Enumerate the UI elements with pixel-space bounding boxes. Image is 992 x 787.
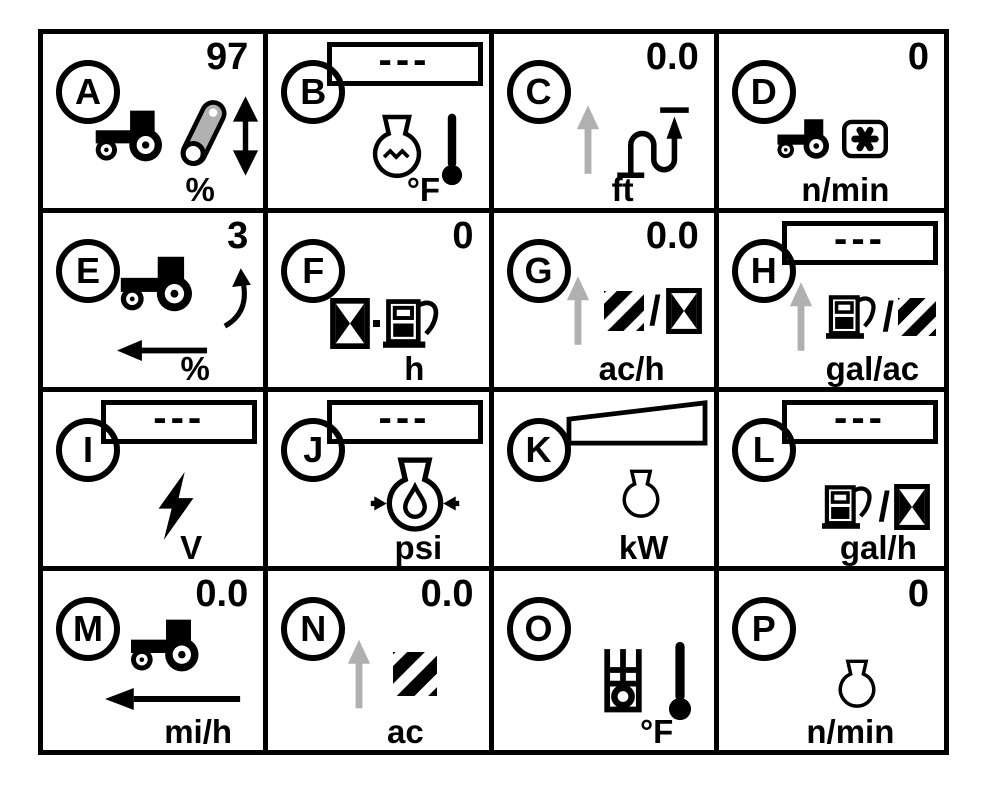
cell-fuel-per-area [719,213,944,392]
letter-badge [56,239,120,303]
display-dashes: --- [834,396,886,440]
value-readout: 0 [907,36,929,78]
unit-label: % [180,349,210,387]
fuel-pump-icon [826,295,878,339]
value-readout: 97 [205,36,249,78]
hourglass-icon [330,298,370,349]
cell-fuel-per-hour [719,392,944,571]
hourglass-icon [894,484,930,530]
value-readout: 0.0 [420,573,474,615]
letter-label: O [524,608,553,649]
engine-icon [612,469,670,522]
unit-label: kW [618,528,669,566]
letter-label: C [525,71,552,112]
display-box [327,38,483,86]
cell-engine-power [494,392,719,571]
unit-label: gal/h [839,528,917,566]
unit-label: ac [387,712,424,750]
thermometer-icon [668,640,692,721]
unit-label: gal/ac [825,349,920,387]
slash-separator: / [882,292,894,340]
tractor-icon [129,618,213,673]
value-readout: 0.0 [645,215,699,257]
cell-hitch-position [43,34,268,213]
tractor-icon [119,255,207,313]
hatched-area-icon [898,298,936,336]
unit-label: h [404,349,425,387]
unit-label: mi/h [164,712,233,750]
oil-pressure-icon [369,453,461,538]
cell-ground-speed [43,571,268,750]
letter-badge [507,239,571,303]
value-readout: 0.0 [645,36,699,78]
left-arrow-icon [105,686,243,712]
display-box [101,396,257,444]
engine-icon [828,659,886,712]
unit-label: psi [394,528,443,566]
letter-label: B [300,71,327,112]
cell-pto-speed [719,34,944,213]
value-readout: 0.0 [195,573,249,615]
value-readout: 0 [452,215,474,257]
cell-area-per-hour [494,213,719,392]
hatched-area-icon [393,652,437,696]
cell-fuel-hours [268,213,493,392]
cell-oil-pressure [268,392,493,571]
cell-wheel-slip [43,213,268,392]
display-dashes: --- [378,396,431,440]
pto-icon [842,118,888,160]
display-dashes: --- [378,38,431,82]
hitch-arm-icon [179,97,229,175]
letter-label: I [82,429,93,470]
letter-label: E [75,250,100,291]
display-box [782,396,938,444]
letter-label: L [752,429,775,470]
unit-label: % [185,170,215,208]
unit-label: ac/h [598,349,665,387]
cell-distance [494,34,719,213]
letter-badge [732,597,796,661]
tractor-icon [94,109,176,163]
letter-label: P [751,608,776,649]
instrument-grid [38,29,949,755]
cell-battery-voltage [43,392,268,571]
unit-label: n/min [806,712,895,750]
cell-area-worked [268,571,493,750]
letter-label: G [524,250,553,291]
transmission-icon [600,636,646,724]
hatched-area-icon [604,291,644,331]
slash-separator: / [649,286,661,334]
letter-badge [281,597,345,661]
dot-icon [373,320,380,327]
wheel-slip-arrow-icon [219,261,251,329]
letter-label: A [75,71,101,112]
display-box [327,396,483,444]
value-readout: 0 [907,573,929,615]
letter-badge [507,418,571,482]
tractor-icon [776,118,840,160]
fuel-pump-icon [383,299,441,348]
up-arrow-icon [347,638,371,710]
letter-label: M [73,608,103,649]
unit-label: °F [406,170,441,208]
display-dashes: --- [834,217,886,261]
hourglass-icon [666,288,702,334]
letter-label: K [525,429,552,470]
slash-separator: / [878,483,890,530]
letter-badge [281,239,345,303]
wedge-gauge-wrap [566,400,708,446]
display-box [782,217,938,265]
letter-label: D [750,71,777,112]
unit-label: n/min [801,170,890,208]
up-down-arrow-icon [232,96,259,176]
unit-label: ft [611,170,634,208]
wedge-gauge-icon [566,400,708,446]
cell-engine-speed [719,571,944,750]
up-arrow-icon [789,282,813,351]
letter-label: N [300,608,327,649]
cell-transmission-temperature [494,571,719,750]
letter-badge [507,60,571,124]
cell-coolant-temperature [268,34,493,213]
up-arrow-icon [566,276,590,345]
display-dashes: --- [153,396,206,440]
unit-label: °F [639,712,674,750]
letter-label: H [750,250,777,291]
headland-path-icon [614,99,692,180]
letter-label: J [303,429,324,470]
letter-badge [507,597,571,661]
letter-label: F [302,250,325,291]
fuel-pump-icon [822,485,874,529]
value-readout: 3 [227,215,249,257]
letter-badge [732,60,796,124]
unit-label: V [180,528,203,566]
up-arrow-icon [576,105,600,174]
